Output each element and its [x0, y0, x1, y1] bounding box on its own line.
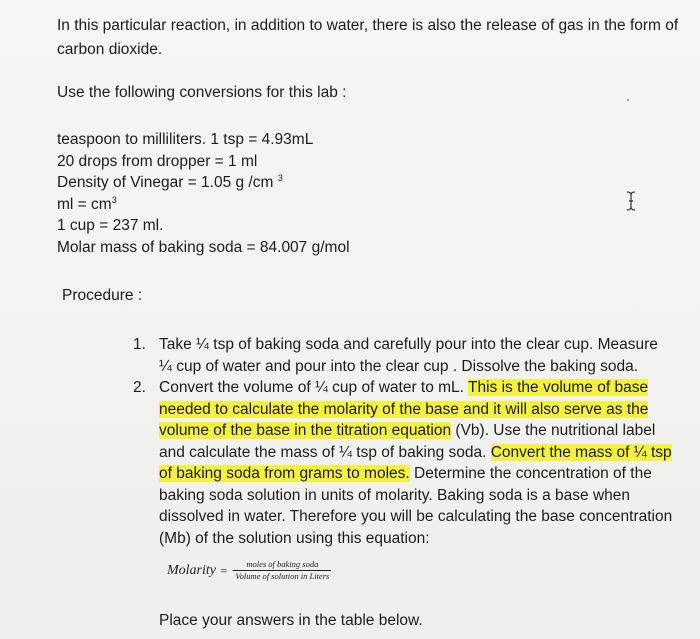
procedure-heading: Procedure : [62, 287, 143, 304]
formula-denominator: Volume of solution in Liters [235, 571, 330, 581]
procedure-steps [133, 334, 673, 549]
conversion-density [57, 172, 350, 194]
conversions-list [57, 129, 350, 259]
step-1 [133, 334, 673, 377]
step-2 [133, 377, 673, 549]
conversion-molar-mass: Molar mass of baking soda = 84.007 g/mol [57, 238, 350, 256]
stray-dot [627, 99, 629, 101]
step-2-highlight-moles: Convert the mass of ¼ tsp of baking soda from grams to moles. [159, 443, 672, 482]
step-1-number: 1. [133, 336, 146, 353]
formula-numerator: moles of baking soda [246, 559, 319, 569]
density-exponent: 3 [277, 173, 283, 184]
step-2-highlight-volume: This is the volume of base needed to calculate the molarity of the base and it will also serve as the volume of the base in the titration equation [159, 379, 649, 439]
formula-equals: = [220, 562, 228, 578]
step-1-text: Take ¼ tsp of baking soda and carefully pour into the clear cup. Measure ¼ cup of water and pour into the clear cup . Dissolve the baking soda. [159, 336, 658, 375]
footer-instruction: Place your answers in the table below. [159, 612, 423, 629]
step-2-text-part3: Determine the concentration of the baking soda solution in units of molarity. Baking soda is a base when dissolved in water. Therefore you will be calculating the base concentration (Mb) of the solution using this equation: [159, 465, 673, 547]
conversion-tsp-ml: teaspoon to milliliters. 1 tsp = 4.93mL [57, 131, 314, 148]
intro-paragraph: In this particular reaction, in addition to water, there is also the release of gas in the form of carbon dioxide. [57, 17, 679, 58]
step-2-text-part2: (Vb). Use the nutritional label and calculate the mass of ¼ tsp of baking soda. [159, 422, 656, 461]
conversion-cup: 1 cup = 237 ml. [57, 217, 164, 235]
ml-text: ml = cm [57, 195, 112, 213]
conversion-ml-cm3 [57, 194, 350, 216]
formula-lhs: Molarity [167, 562, 216, 578]
text-cursor-icon [624, 191, 638, 211]
step-2-text-part1: Convert the volume of ¼ cup of water to mL. [159, 379, 469, 396]
formula-fraction [233, 559, 331, 582]
conversion-drops: 20 drops from dropper = 1 ml [57, 152, 258, 170]
step-2-number: 2. [133, 379, 146, 396]
molarity-formula [167, 559, 331, 582]
conversions-heading: Use the following conversions for this lab : [57, 84, 347, 101]
density-text: Density of Vinegar = 1.05 g /cm [57, 174, 274, 192]
ml-exponent: 3 [111, 194, 117, 205]
